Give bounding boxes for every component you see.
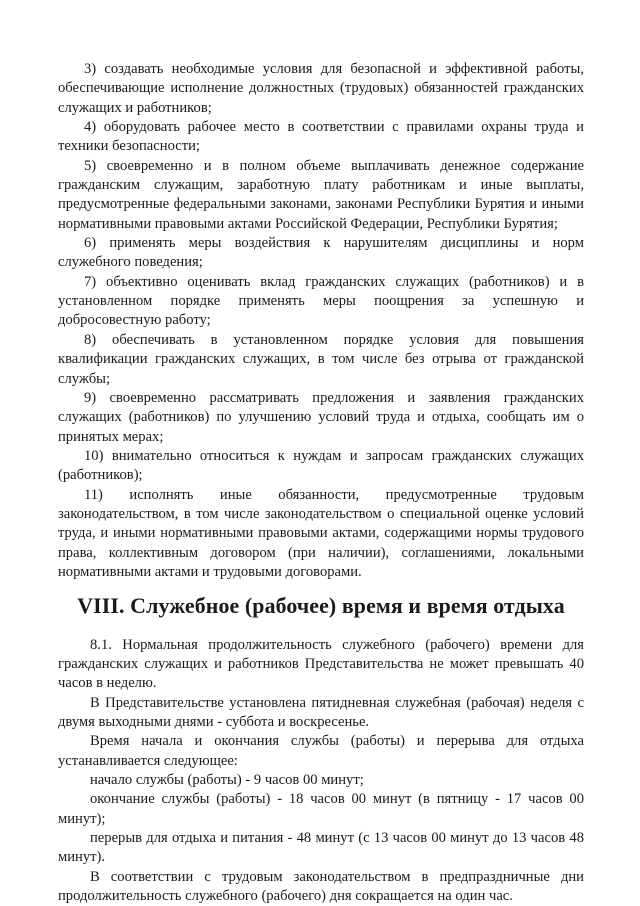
list-item: 9) своевременно рассматривать предложения и заявления гражданских служащих (работников) по улучшению условий труда и отдыха, сообщать им о принятых мерах;: [58, 389, 584, 445]
list-item: 8) обеспечивать в установленном порядке условия для повышения квалификации гражданских служащих, в том числе без отрыва от гражданской службы;: [58, 331, 584, 387]
work-time-section: [58, 636, 584, 906]
section-paragraph: 8.1. Нормальная продолжительность служебного (рабочего) времени для гражданских служащих и работников Представительства не может превышать 40 часов в неделю.: [58, 636, 584, 692]
section-paragraph: Время начала и окончания службы (работы) и перерыва для отдыха устанавливается следующее:: [58, 733, 584, 769]
list-item: 4) оборудовать рабочее место в соответствии с правилами охраны труда и техники безопасности;: [58, 119, 584, 155]
section-paragraph: перерыв для отдыха и питания - 48 минут (с 13 часов 00 минут до 13 часов 48 минут).: [58, 830, 584, 866]
list-item: 6) применять меры воздействия к нарушителям дисциплины и норм служебного поведения;: [58, 235, 584, 271]
section-paragraph: окончание службы (работы) - 18 часов 00 минут (в пятницу - 17 часов 00 минут);: [58, 791, 584, 827]
section-paragraph: В Представительстве установлена пятидневная служебная (рабочая) неделя с двумя выходными днями - суббота и воскресенье.: [58, 694, 584, 730]
employer-obligations-list: [58, 60, 584, 582]
list-item: 3) создавать необходимые условия для безопасной и эффективной работы, обеспечивающие исполнение должностных (трудовых) обязанностей гражданских служащих и работников;: [58, 61, 584, 116]
list-item: 5) своевременно и в полном объеме выплачивать денежное содержание гражданским служащим, заработную плату работникам и иные выплаты, предусмотренные федеральными законами, законами Республики Бурятия и иными нормативными правовыми актами Российской Федерации, Республики Бурятия;: [58, 157, 584, 232]
section-paragraph: начало службы (работы) - 9 часов 00 минут;: [90, 772, 364, 789]
section-paragraph: В соответствии с трудовым законодательством в предпраздничные дни продолжительность служебного (рабочего) дня сокращается на один час.: [58, 868, 584, 905]
section-heading: VIII. Служебное (рабочее) время и время отдыха: [77, 593, 565, 619]
list-item: 10) внимательно относиться к нуждам и запросам гражданских служащих (работников);: [58, 447, 584, 484]
list-item: 11) исполнять иные обязанности, предусмотренные трудовым законодательством, в том числе законодательством о специальной оценке условий труда, и иными нормативными правовыми актами, содержащими нормы трудового права, коллективным договором (при наличии), соглашениями, локальными нормативными актами и трудовыми договорами.: [58, 486, 584, 580]
document-page: [58, 60, 584, 906]
list-item: 7) объективно оценивать вклад гражданских служащих (работников) и в установленном порядке применять меры поощрения за успешную и добросовестную работу;: [58, 273, 584, 329]
